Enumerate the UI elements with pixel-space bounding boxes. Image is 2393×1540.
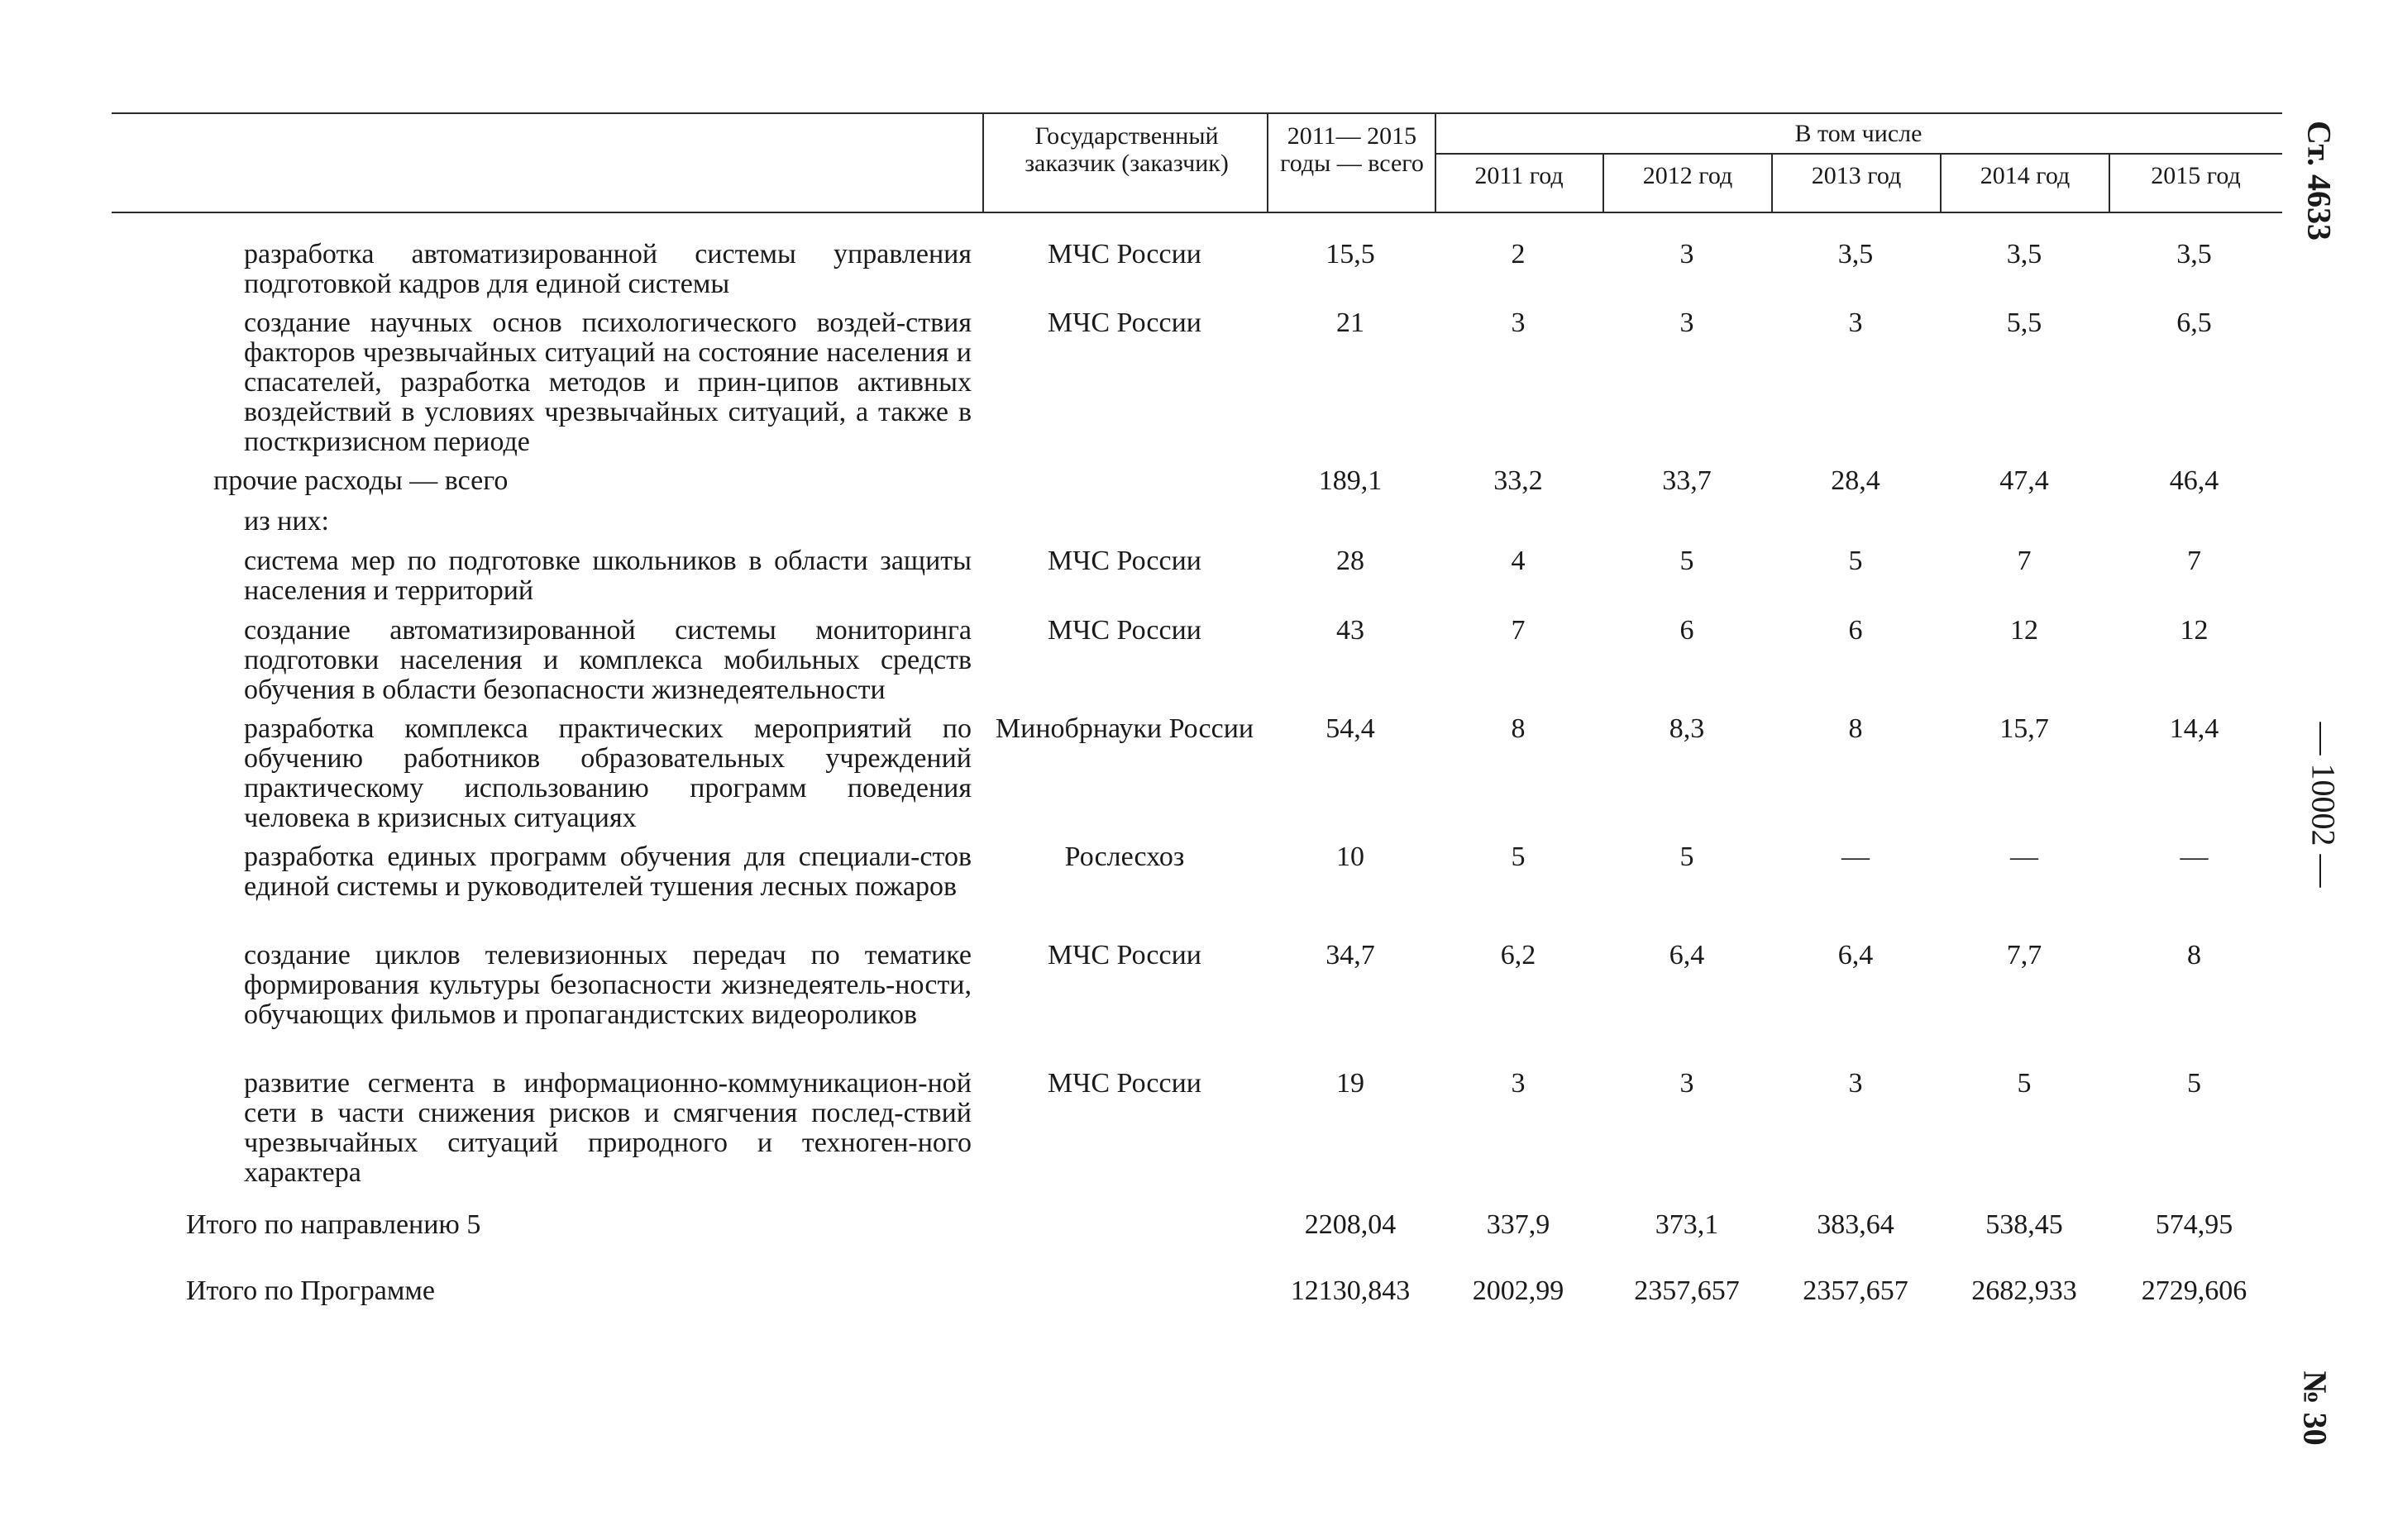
row-2015: 6,5 — [2176, 308, 2212, 338]
header-divider-2 — [1267, 112, 1268, 213]
row-name: развитие сегмента в информационно-коммуникацион-ной сети в части снижения рисков и смягчения послед-ствий чрезвычайных ситуаций природного и техноген-ного характера — [244, 1068, 972, 1188]
row-2012: 8,3 — [1669, 713, 1705, 744]
row-customer: МЧС России — [1048, 546, 1201, 576]
header-mid-rule — [1435, 153, 2282, 155]
row-2012: 5 — [1679, 842, 1694, 872]
page-label: Ст. 4633 — [2300, 121, 2338, 241]
row-name: прочие расходы — всего — [213, 465, 509, 496]
total-row-2013: 383,64 — [1817, 1209, 1894, 1240]
row-name: система мер по подготовке школьников в области защиты населения и территорий — [244, 546, 972, 606]
page-number: — 10002 — — [2305, 722, 2343, 888]
row-2013: 5 — [1848, 546, 1863, 576]
header-year-2014: 2014 год — [1980, 162, 2071, 189]
row-2012: 33,7 — [1662, 465, 1712, 496]
row-2015: — — [2180, 842, 2209, 872]
row-2011: 4 — [1511, 546, 1526, 576]
row-2015: 8 — [2187, 940, 2201, 970]
header-total: 2011— 2015 годы — всего — [1280, 122, 1424, 177]
row-customer: МЧС России — [1048, 308, 1201, 338]
row-2013: — — [1841, 842, 1870, 872]
total-row-total: 2208,04 — [1304, 1209, 1397, 1240]
row-name: создание циклов телевизионных передач по тематике формирования культуры безопасности жизнедеятель-ности, обучающих фильмов и пропагандистских видеороликов — [244, 940, 972, 1030]
row-2015: 14,4 — [2169, 713, 2219, 744]
row-2015: 3,5 — [2176, 239, 2212, 269]
row-2011: 33,2 — [1493, 465, 1543, 496]
row-2012: 3 — [1679, 1068, 1694, 1099]
row-2011: 5 — [1511, 842, 1526, 872]
row-2011: 6,2 — [1500, 940, 1536, 970]
total-row-2015: 574,95 — [2155, 1209, 2233, 1240]
row-name: разработка единых программ обучения для специали-стов единой системы и руководителей тушения лесных пожаров — [244, 842, 972, 902]
row-2013: 6,4 — [1837, 940, 1874, 970]
total-row-total: 12130,843 — [1290, 1275, 1411, 1306]
row-customer: МЧС России — [1048, 1068, 1201, 1099]
row-2014: 15,7 — [1999, 713, 2049, 744]
row-2015: 12 — [2180, 615, 2209, 646]
row-name: создание научных основ психологического воздей-ствия факторов чрезвычайных ситуаций на состояние населения и спасателей, разработка методов и прин-ципов активных воздействий в условиях чрезвычайных ситуаций, а также в посткризисном периоде — [244, 308, 972, 457]
header-top-rule — [112, 112, 2282, 114]
row-total: 43 — [1336, 615, 1364, 646]
row-2012: 3 — [1679, 308, 1694, 338]
row-2011: 8 — [1511, 713, 1526, 744]
total-row-name: Итого по Программе — [186, 1275, 435, 1306]
header-divider-5 — [1771, 154, 1773, 213]
row-name: из них: — [244, 506, 329, 536]
header-year-2015: 2015 год — [2151, 162, 2241, 189]
row-customer: МЧС России — [1048, 239, 1201, 269]
row-2014: 7,7 — [2006, 940, 2042, 970]
row-2011: 7 — [1511, 615, 1526, 646]
row-name: разработка автоматизированной системы управления подготовкой кадров для единой системы — [244, 239, 972, 299]
row-total: 34,7 — [1325, 940, 1375, 970]
row-total: 28 — [1336, 546, 1364, 576]
total-row-2014: 538,45 — [1985, 1209, 2063, 1240]
header-divider-6 — [1940, 154, 1942, 213]
row-2013: 6 — [1848, 615, 1863, 646]
row-2011: 3 — [1511, 1068, 1526, 1099]
row-2014: 47,4 — [1999, 465, 2049, 496]
total-row-name: Итого по направлению 5 — [186, 1209, 481, 1240]
row-name: создание автоматизированной системы мониторинга подготовки населения и комплекса мобильных средств обучения в области безопасности жизнедеятельности — [244, 615, 972, 705]
row-2013: 8 — [1848, 713, 1863, 744]
row-2013: 3,5 — [1837, 239, 1874, 269]
total-row-2012: 373,1 — [1655, 1209, 1719, 1240]
row-customer: МЧС России — [1048, 940, 1201, 970]
row-2012: 6,4 — [1669, 940, 1705, 970]
row-2014: 3,5 — [2006, 239, 2042, 269]
total-row-2014: 2682,933 — [1971, 1275, 2077, 1306]
header-divider-4 — [1602, 154, 1604, 213]
total-row-2011: 2002,99 — [1472, 1275, 1564, 1306]
header-divider-7 — [2109, 154, 2110, 213]
row-2014: 5 — [2017, 1068, 2032, 1099]
header-customer: Государственный заказчик (заказчик) — [1025, 122, 1229, 177]
header-bottom-rule — [112, 212, 2282, 213]
row-total: 21 — [1336, 308, 1364, 338]
row-total: 19 — [1336, 1068, 1364, 1099]
row-2014: 5,5 — [2006, 308, 2042, 338]
row-customer: Рослесхоз — [1064, 842, 1185, 872]
row-2012: 6 — [1679, 615, 1694, 646]
total-row-2013: 2357,657 — [1803, 1275, 1908, 1306]
row-2013: 28,4 — [1831, 465, 1880, 496]
row-2013: 3 — [1848, 308, 1863, 338]
issue-number: № 30 — [2296, 1371, 2334, 1446]
row-2012: 3 — [1679, 239, 1694, 269]
row-2011: 3 — [1511, 308, 1526, 338]
total-row-2012: 2357,657 — [1634, 1275, 1740, 1306]
row-2015: 5 — [2187, 1068, 2201, 1099]
row-total: 189,1 — [1318, 465, 1383, 496]
header-year-2011: 2011 год — [1474, 162, 1564, 189]
row-2011: 2 — [1511, 239, 1526, 269]
row-2012: 5 — [1679, 546, 1694, 576]
header-including: В том числе — [1794, 120, 1923, 147]
row-2014: 7 — [2017, 546, 2032, 576]
row-2014: 12 — [2010, 615, 2038, 646]
total-row-2011: 337,9 — [1486, 1209, 1550, 1240]
row-total: 54,4 — [1325, 713, 1375, 744]
header-year-2013: 2013 год — [1811, 162, 1902, 189]
row-2013: 3 — [1848, 1068, 1863, 1099]
row-total: 15,5 — [1325, 239, 1375, 269]
row-2015: 7 — [2187, 546, 2201, 576]
header-year-2012: 2012 год — [1642, 162, 1733, 189]
header-divider-1 — [982, 112, 984, 213]
row-total: 10 — [1336, 842, 1364, 872]
row-2014: — — [2010, 842, 2038, 872]
row-name: разработка комплекса практических мероприятий по обучению работников образовательных учреждений практическому использованию программ поведения человека в кризисных ситуациях — [244, 713, 972, 833]
row-customer: МЧС России — [1048, 615, 1201, 646]
total-row-2015: 2729,606 — [2141, 1275, 2247, 1306]
row-customer: Минобрнауки России — [995, 713, 1254, 744]
row-2015: 46,4 — [2169, 465, 2219, 496]
